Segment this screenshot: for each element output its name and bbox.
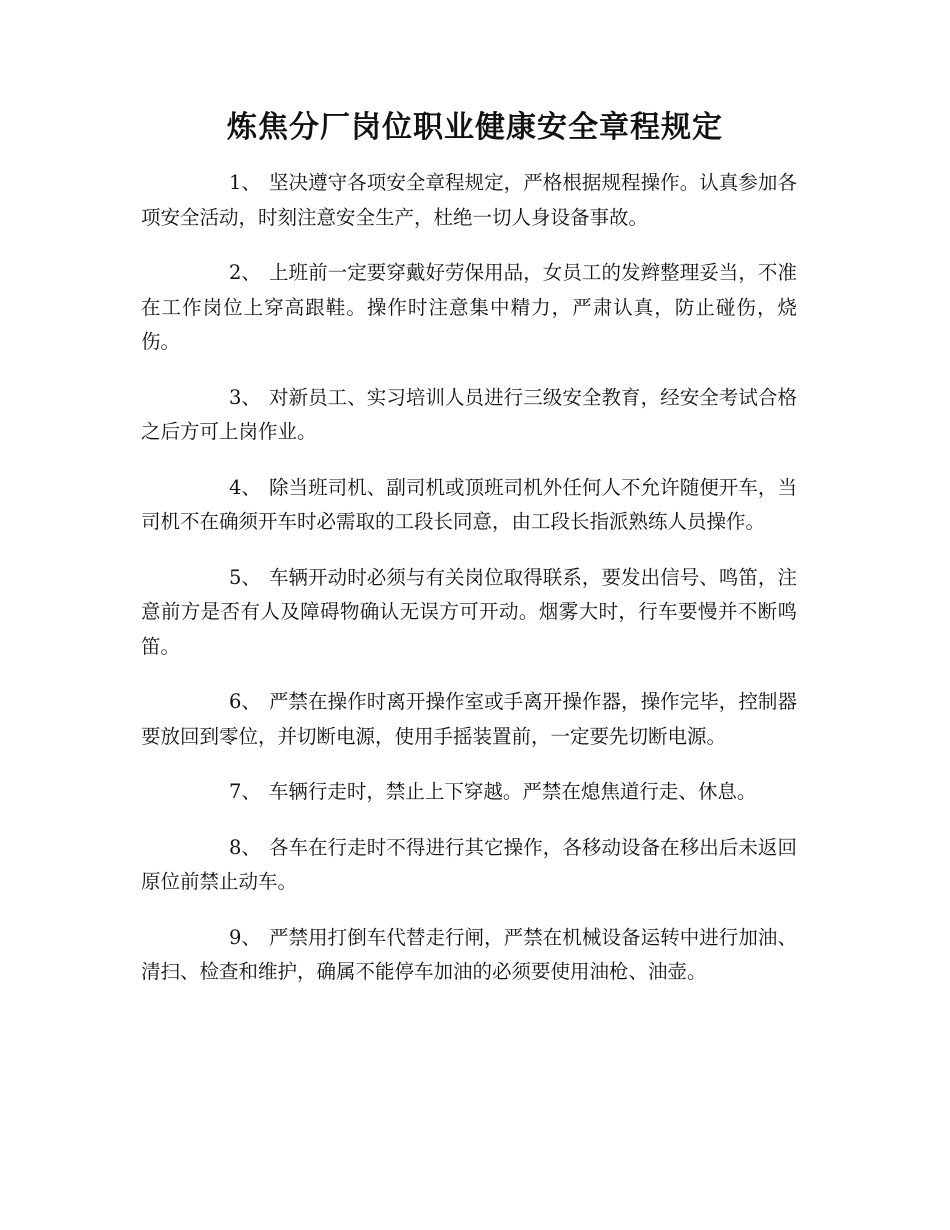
document-title: 炼焦分厂岗位职业健康安全章程规定	[227, 110, 723, 145]
item-text: 各车在行走时不得进行其它操作，各移动设备在移出后未返回原位前禁止动车。	[141, 835, 797, 893]
item-text: 严禁在操作时离开操作室或手离开操作器，操作完毕，控制器要放回到零位，并切断电源，使用手摇装置前，一定要先切断电源。	[141, 690, 797, 748]
regulation-item	[141, 685, 797, 754]
regulation-item	[141, 831, 797, 900]
regulation-list	[141, 166, 797, 1011]
item-number: 2、	[229, 261, 261, 284]
item-number: 1、	[229, 171, 261, 194]
regulation-item	[141, 561, 797, 665]
item-number: 7、	[229, 780, 261, 803]
item-text: 车辆行走时，禁止上下穿越。严禁在熄焦道行走、休息。	[268, 780, 757, 803]
item-text: 坚决遵守各项安全章程规定，严格根据规程操作。认真参加各项安全活动，时刻注意安全生产，杜绝一切人身设备事故。	[141, 171, 797, 229]
item-number: 3、	[229, 385, 261, 409]
item-number: 6、	[229, 690, 261, 713]
item-number: 9、	[229, 925, 261, 949]
item-number: 5、	[229, 565, 261, 589]
regulation-item	[141, 256, 797, 360]
regulation-item	[141, 471, 797, 540]
item-text: 车辆开动时必须与有关岗位取得联系，要发出信号、鸣笛，注意前方是否有人及障碍物确认无误方可开动。烟雾大时，行车要慢并不断鸣笛。	[141, 565, 797, 658]
item-number: 4、	[229, 475, 261, 499]
item-text: 除当班司机、副司机或顶班司机外任何人不允许随便开车，当司机不在确须开车时必需取的工段长同意，由工段长指派熟练人员操作。	[141, 475, 797, 533]
regulation-item	[141, 381, 797, 450]
item-text: 上班前一定要穿戴好劳保用品，女员工的发辫整理妥当，不准在工作岗位上穿高跟鞋。操作时注意集中精力，严肃认真，防止碰伤，烧伤。	[141, 261, 797, 353]
regulation-item	[141, 166, 797, 235]
regulation-item	[141, 921, 797, 990]
item-number: 8、	[229, 835, 261, 859]
regulation-item	[141, 775, 797, 810]
item-text: 对新员工、实习培训人员进行三级安全教育，经安全考试合格之后方可上岗作业。	[141, 385, 797, 443]
item-text: 严禁用打倒车代替走行闸，严禁在机械设备运转中进行加油、清扫、检查和维护，确属不能停车加油的必须要使用油枪、油壶。	[141, 925, 797, 983]
